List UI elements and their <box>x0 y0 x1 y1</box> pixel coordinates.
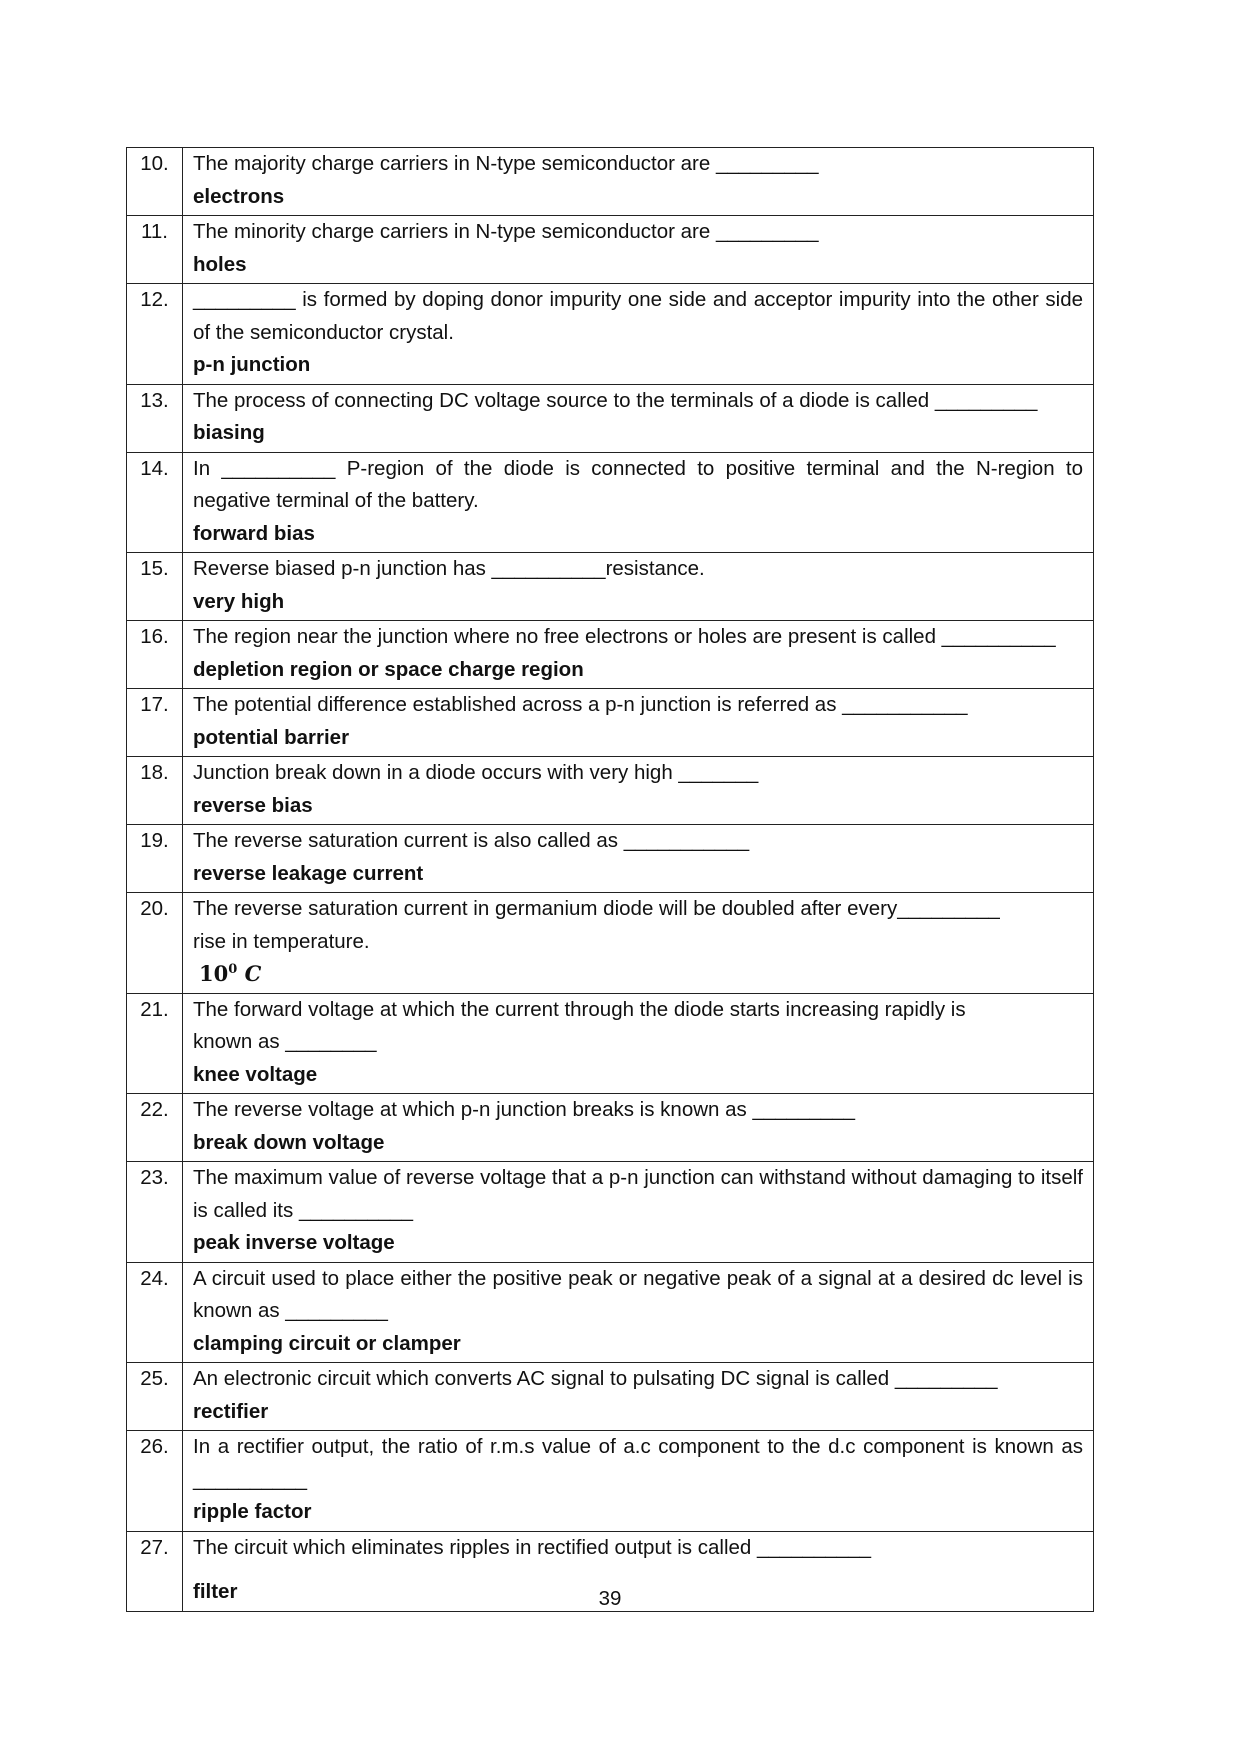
question-cell <box>183 689 1094 757</box>
question-text-line: The forward voltage at which the current through the diode starts increasing rapidly is <box>193 997 966 1021</box>
question-text: The maximum value of reverse voltage that a p-n junction can withstand without damaging to itself is called its __________ <box>193 1166 1083 1222</box>
question-text: Reverse biased p-n junction has __________resistance. <box>193 557 705 580</box>
answer-text: p-n junction <box>193 353 311 376</box>
table-row <box>127 1431 1094 1532</box>
question-number: 27. <box>127 1531 183 1611</box>
answer-base: 10 <box>199 961 229 986</box>
table-row <box>127 1162 1094 1263</box>
answer-text: electrons <box>193 184 285 208</box>
table-row <box>127 384 1094 452</box>
question-cell <box>183 384 1094 452</box>
answer-text: very high <box>193 589 285 613</box>
question-number: 16. <box>127 621 183 689</box>
question-cell <box>183 993 1094 1094</box>
question-number: 18. <box>127 757 183 825</box>
question-number: 25. <box>127 1363 183 1431</box>
question-number: 14. <box>127 452 183 553</box>
table-row <box>127 216 1094 284</box>
question-cell <box>183 825 1094 893</box>
question-number: 22. <box>127 1094 183 1162</box>
table-row <box>127 553 1094 621</box>
table-row <box>127 452 1094 553</box>
question-text: The potential difference established across a p-n junction is referred as ___________ <box>193 693 968 716</box>
question-cell <box>183 452 1094 553</box>
question-number: 13. <box>127 384 183 452</box>
table-row <box>127 993 1094 1094</box>
answer-text: holes <box>193 252 247 276</box>
table-row <box>127 148 1094 216</box>
page-number: 39 <box>598 1587 622 1610</box>
answer-text: break down voltage <box>193 1130 385 1154</box>
answer-formula <box>193 958 1083 991</box>
question-cell <box>183 757 1094 825</box>
question-text: The minority charge carriers in N-type semiconductor are _________ <box>193 220 819 243</box>
question-number: 11. <box>127 216 183 284</box>
question-number: 10. <box>127 148 183 216</box>
question-text: The majority charge carriers in N-type semiconductor are _________ <box>193 152 819 175</box>
question-number: 12. <box>127 284 183 385</box>
answer-text: biasing <box>193 421 265 444</box>
table-row <box>127 689 1094 757</box>
question-text: The reverse saturation current is also called as ___________ <box>193 829 750 852</box>
question-number: 26. <box>127 1431 183 1532</box>
question-number: 15. <box>127 553 183 621</box>
answer-text: ripple factor <box>193 1500 312 1523</box>
question-text: Junction break down in a diode occurs with very high _______ <box>193 761 759 784</box>
question-cell <box>183 1094 1094 1162</box>
answer-unit: C <box>244 961 262 986</box>
answer-text: rectifier <box>193 1399 269 1423</box>
question-number: 24. <box>127 1262 183 1363</box>
question-answer-table <box>126 147 1094 1612</box>
question-number: 20. <box>127 893 183 994</box>
answer-superscript: 0 <box>228 962 238 977</box>
table-row <box>127 1363 1094 1431</box>
question-cell <box>183 1162 1094 1263</box>
question-text: _________ is formed by doping donor impurity one side and acceptor impurity into the other side of the semiconductor crystal. <box>193 288 1083 344</box>
table-row <box>127 757 1094 825</box>
answer-text: peak inverse voltage <box>193 1231 395 1254</box>
answer-text: forward bias <box>193 521 315 545</box>
table-row <box>127 893 1094 994</box>
question-text: The region near the junction where no free electrons or holes are present is called __________ <box>193 625 1056 648</box>
question-text: The circuit which eliminates ripples in rectified output is called __________ <box>193 1535 872 1559</box>
question-text-line: known as ________ <box>193 1030 377 1053</box>
question-cell <box>183 893 1094 994</box>
answer-text: knee voltage <box>193 1062 318 1086</box>
table-row <box>127 284 1094 385</box>
question-text: The process of connecting DC voltage source to the terminals of a diode is called _________ <box>193 388 1038 412</box>
question-cell <box>183 148 1094 216</box>
question-text-line: The reverse saturation current in germanium diode will be doubled after every_________ <box>193 897 1000 920</box>
table-row <box>127 621 1094 689</box>
table-row <box>127 1262 1094 1363</box>
question-cell <box>183 621 1094 689</box>
question-number: 23. <box>127 1162 183 1263</box>
question-cell <box>183 216 1094 284</box>
question-cell <box>183 553 1094 621</box>
question-text: The reverse voltage at which p-n junction breaks is known as _________ <box>193 1098 856 1121</box>
question-text: An electronic circuit which converts AC signal to pulsating DC signal is called _________ <box>193 1367 998 1390</box>
answer-text: clamping circuit or clamper <box>193 1331 461 1355</box>
answer-text: depletion region or space charge region <box>193 657 584 681</box>
question-text: In __________ P-region of the diode is connected to positive terminal and the N-region to negative terminal of the battery. <box>193 456 1083 512</box>
table-row <box>127 825 1094 893</box>
answer-text: reverse leakage current <box>193 861 424 885</box>
question-text-line: rise in temperature. <box>193 929 370 953</box>
question-cell <box>183 1431 1094 1532</box>
answer-text: filter <box>193 1580 238 1603</box>
question-text: In a rectifier output, the ratio of r.m.s value of a.c component to the d.c component is known as __________ <box>193 1435 1083 1491</box>
table-row <box>127 1094 1094 1162</box>
answer-text: potential barrier <box>193 725 350 749</box>
question-cell <box>183 1262 1094 1363</box>
question-cell <box>183 1363 1094 1431</box>
question-text: A circuit used to place either the positive peak or negative peak of a signal at a desired dc level is known as _________ <box>193 1266 1083 1322</box>
question-number: 21. <box>127 993 183 1094</box>
question-number: 17. <box>127 689 183 757</box>
question-number: 19. <box>127 825 183 893</box>
question-cell <box>183 284 1094 385</box>
answer-text: reverse bias <box>193 793 313 817</box>
